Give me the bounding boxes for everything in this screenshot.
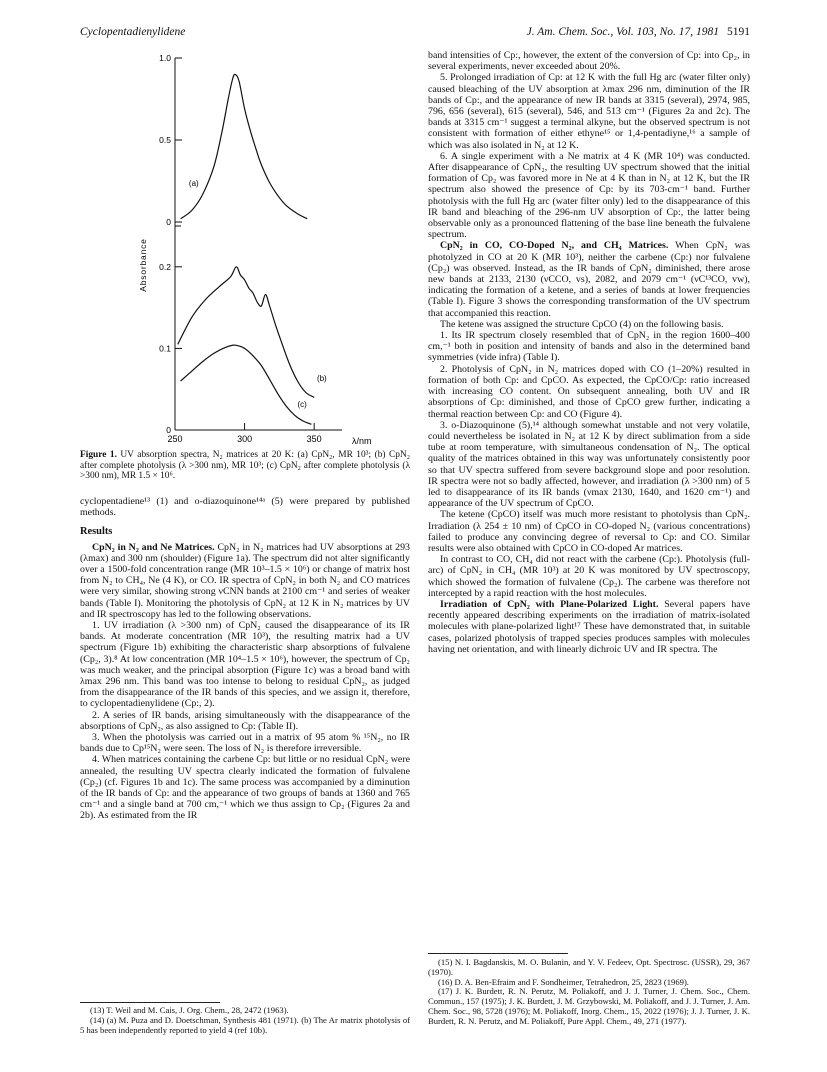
paragraph-text: CpN₂ in N₂ matrices had UV absorptions at 293 (λmax) and 300 nm (shoulder) (Figure 1a). The spectrum did not alter significantly over a 1500-fold concentration range (MR 10³–1.5 × 10⁶) or change of matrix host from N₂ to CH₄, Ne (4 K), or CO. IR spectra of CpN₂ in both N₂ and CO matrices were very similar, showing strong νCNN bands at 2100 cm⁻¹ and series of weaker bands (Table I). Monitoring the photolysis of CpN₂ at 12 K in N₂ matrices by UV and IR spectroscopy has led to the following observations. xyxy=(80,541,410,620)
paragraph-observation-6: 6. A single experiment with a Ne matrix at 4 K (MR 10⁴) was conducted. After disappearance of CpN₂, the resulting UV spectrum showed that the initial formation of Cp₂ was favored more in Ne at 4 K than in N₂ at 12 K, but the IR spectrum also showed the presence of Cp: by its 703-cm⁻¹ band. Further photolysis with the full Hg arc (water filter only) led to the disappearance of this IR band and bleaching of the 296-nm UV absorption of Cp:, the latter being observable only as a pronounced flattening of the base line beneath the fulvalene spectrum. xyxy=(428,150,750,241)
uv-spectra-chart xyxy=(80,50,410,445)
y-tick-label: 0.1 xyxy=(159,343,171,354)
curve-label-c: (c) xyxy=(297,400,307,410)
x-tick-label: 350 xyxy=(306,434,322,444)
paragraph-ketene-1: 1. Its IR spectrum closely resembled that of CpN₂ in the region 1600–400 cm,⁻¹ both in position and intensity of bands and also in the determined band symmetries (vide infra) (Table I). xyxy=(428,330,750,364)
footnote: (16) D. A. Ben-Efraim and F. Sondheimer, Tetrahedron, 25, 2823 (1969). xyxy=(438,976,689,987)
chart-curves xyxy=(178,74,314,424)
paragraph-ketene-3: 3. o-Diazoquinone (5),¹⁴ although somewhat unstable and not very volatile, could nevertheless be isolated in N₂ at 12 K by direct sublimation from a side tube at room temperature, with simultaneous condensation of N₂. The optical quality of the matrices obtained in this way was unfortunately consistently poor so that UV spectra suffered from severe background slope and poor resolution. IR spectra were not so badly affected, however, and irradiation (λ >300 nm) of 5 led to disappearance of its IR bands (νmax 2130, 1640, and 1620 cm⁻¹) and appearance of the UV spectrum of CpCO. xyxy=(428,419,750,510)
intro-paragraph: cyclopentadiene¹³ (1) and o-diazoquinone¹⁴ᵃ (5) were prepared by published methods. xyxy=(80,496,410,519)
y-axis-label: Absorbance xyxy=(138,238,148,292)
paragraph-ketene-2: 2. Photolysis of CpN₂ in N₂ matrices doped with CO (1–20%) resulted in formation of both Cp: and CpCO. As expected, the CpCO/Cp: ratio increased with increasing CO content. On subsequent annealing, both UV and IR absorptions of Cp: diminished, and those of CpCO grew further, indicating a thermal reaction between Cp: and CO (Figure 4). xyxy=(428,363,750,420)
caption-label: Figure 1. xyxy=(80,450,117,460)
runin-heading: Irradiation of CpN₂ with Plane-Polarized Light. xyxy=(440,598,659,610)
chart-ticks xyxy=(159,53,322,444)
paragraph-ketene-photolysis: The ketene (CpCO) itself was much more resistant to photolysis than CpN₂. Irradiation (λ 254 ± 10 nm) of CpCO in CO-doped N₂ (various concentrations) failed to produce any convincing degree of reversal to Cp: and CO. Similar results were also obtained with CpCO in CO-doped Ar matrices. xyxy=(428,509,750,554)
y-tick-label: 0.5 xyxy=(159,135,171,145)
x-tick-label: 300 xyxy=(237,434,253,444)
running-head xyxy=(80,26,750,42)
spectrum-curve-c xyxy=(181,345,312,424)
spectrum-curve-a xyxy=(181,74,308,218)
paragraph-observation-5: 5. Prolonged irradiation of Cp: at 12 K with the full Hg arc (water filter only) caused bleaching of the UV absorption at λmax 296 nm, diminution of the IR bands of Cp:, and the appearance of new IR bands at 3315 (several), 2974, 985, 796, 656 (several), 615 (several), 546, and 513 cm⁻¹ (Figures 2a and 2c). The bands at 3315 cm⁻¹ suggest a terminal alkyne, but the observed spectrum is not consistent with formation of either ethyne¹⁵ or 1,4-pentadiyne,¹⁶ a sample of which was also isolated in N₂ at 12 K. xyxy=(428,72,750,151)
paragraph-text: When CpN₂ was photolyzed in CO at 20 K (MR 10³), neither the carbene (Cp:) nor fulvalene (Cp₂) was observed. Instead, as the IR bands of CpN₂ diminished, there arose new bands at 2133, 2130 (νCCO, vs), 2082, and 2079 cm⁻¹ (νC¹³CO, vw), indicating the formation of a ketene, and a series of bands at lower frequencies (Table I). Figure 3 shows the corresponding transformation of the UV spectrum that accompanied this reaction. xyxy=(428,240,750,319)
running-title: Cyclopentadienylidene xyxy=(80,26,186,38)
right-column-body xyxy=(428,50,750,655)
left-column-body xyxy=(80,496,410,822)
footnotes-right xyxy=(428,958,750,1027)
curve-label-a: (a) xyxy=(188,178,199,188)
runin-heading: CpN₂ in N₂ and Ne Matrices. xyxy=(92,541,215,553)
paragraph-observation-4: 4. When matrices containing the carbene Cp: but little or no residual CpN₂ were annealed, the resulting UV spectra clearly indicated the formation of fulvalene (Cp₂) (cf. Figures 1b and 1c). The same process was accompanied by a diminution of the IR bands of Cp: and the appearance of two groups of bands at 1360 and 765 cm⁻¹ and a single band at 700 cm,⁻¹ which we thus assign to Cp₂ (Figures 2a and 2b). As estimated from the IR xyxy=(80,754,410,822)
y-tick-label: 0 xyxy=(166,217,171,227)
paragraph-ketene-basis: The ketene was assigned the structure CpCO (4) on the following basis. xyxy=(440,318,724,330)
paragraph-n2-ne-matrices xyxy=(80,542,410,620)
caption-text: UV absorption spectra, N₂ matrices at 20 K: (a) CpN₂, MR 10³; (b) CpN₂ after complete photolysis (λ >300 nm), MR 10³; (c) CpN₂ after complete photolysis (λ >300 nm), MR 1.5 × 10⁶. xyxy=(80,450,411,482)
curve-label-b: (b) xyxy=(316,374,327,384)
paragraph-co-matrices xyxy=(428,240,750,318)
y-tick-label: 0 xyxy=(166,425,171,435)
y-tick-label: 0.2 xyxy=(159,261,171,272)
journal-citation xyxy=(527,26,750,38)
paragraph-continued: band intensities of Cp:, however, the extent of the conversion of Cp: into Cp₂, in several experiments, never exceeded about 20%. xyxy=(428,50,750,73)
footnote: (14) (a) M. Puza and D. Doetschman, Synthesis 481 (1971). (b) The Ar matrix photolysis of 5 has been independently reported to yield 4 (ref 10b). xyxy=(80,1014,410,1035)
chart-curve-labels xyxy=(189,179,327,409)
footnotes-left xyxy=(80,1006,410,1035)
figure-1 xyxy=(80,50,410,445)
runin-heading: CpN₂ in CO, CO-Doped N₂, and CH₄ Matrices. xyxy=(440,240,669,252)
paragraph-text: Several papers have recently appeared describing experiments on the irradiation of matrix-isolated molecules with plane-polarized light¹⁷ These have demonstrated that, in suitable cases, polarized photolysis of trapped species produces samples with molecules having net orientation, and with linearly dichroic UV and IR spectra. The xyxy=(428,598,750,655)
footnote: (17) J. K. Burdett, R. N. Perutz, M. Poliakoff, and J. J. Turner, J. Chem. Soc., Chem. Commun., 157 (1975); J. K. Burdett, J. M. Grzybowski, M. Poliakoff, and J. J. Turner, J. Am. Chem. Soc., 98, 5728 (1976); M. Poliakoff, Inorg. Chem., 15, 2022 (1976); J. J. Turner, J. K. Burdett, R. N. Perutz, and M. Poliakoff, Pure Appl. Chem., 49, 271 (1977). xyxy=(428,986,751,1026)
footnote-rule-right xyxy=(428,953,568,954)
x-tick-label: 250 xyxy=(167,434,183,444)
y-tick-label: 1.0 xyxy=(159,53,171,63)
footnote: (15) N. I. Bagdanskis, M. O. Bulanin, and Y. V. Fedeev, Opt. Spectrosc. (USSR), 29, 367 (1970). xyxy=(428,957,750,977)
paragraph-ch4-matrix: In contrast to CO, CH₄ did not react with the carbene (Cp:). Photolysis (full-arc) of CpN₂ in CH₄ (MR 10³) at 20 K was monitored by UV spectroscopy, which showed the formation of fulvalene (Cp₂). The carbene was therefore not intercepted by a rapid reaction with the host molecules. xyxy=(428,554,750,599)
paragraph-observation-1: 1. UV irradiation (λ >300 nm) of CpN₂ caused the disappearance of its IR bands. At moderate concentration (MR 10³), the resulting matrix had a UV spectrum (Figure 1b) exhibiting the characteristic sharp absorptions of fulvalene (Cp₂, 3).⁸ At low concentration (MR 10⁴–1.5 × 10⁶), however, the spectrum of Cp₂ was much weaker, and the principal absorption (Figure 1c) was a broad band with λmax 296 nm. This band was too intense to belong to residual CpN₂, as judged from the disappearance of the IR bands of this species, and we assign it, therefore, to cyclopentadienylidene (Cp:, 2). xyxy=(80,620,410,710)
footnote: (13) T. Weil and M. Cais, J. Org. Chem., 28, 2472 (1963). xyxy=(90,1005,289,1015)
citation-text: J. Am. Chem. Soc., Vol. 103, No. 17, 1981 xyxy=(526,26,719,38)
x-axis-unit-label: λ/nm xyxy=(352,436,372,445)
paragraph-observation-3: 3. When the photolysis was carried out in a matrix of 95 atom % ¹⁵N₂, no IR bands due to Cp¹⁵N₂ were seen. The loss of N₂ is therefore irreversible. xyxy=(80,732,410,755)
results-heading: Results xyxy=(80,526,113,538)
page-number: 5191 xyxy=(727,26,750,38)
paragraph-observation-2: 2. A series of IR bands, arising simultaneously with the disappearance of the absorptions of CpN₂, as also assigned to Cp: (Table II). xyxy=(80,709,410,732)
spectrum-curve-b xyxy=(178,267,314,398)
figure-caption xyxy=(80,450,410,482)
footnote-rule-left xyxy=(80,1002,220,1003)
paragraph-polarized-light xyxy=(428,599,750,655)
